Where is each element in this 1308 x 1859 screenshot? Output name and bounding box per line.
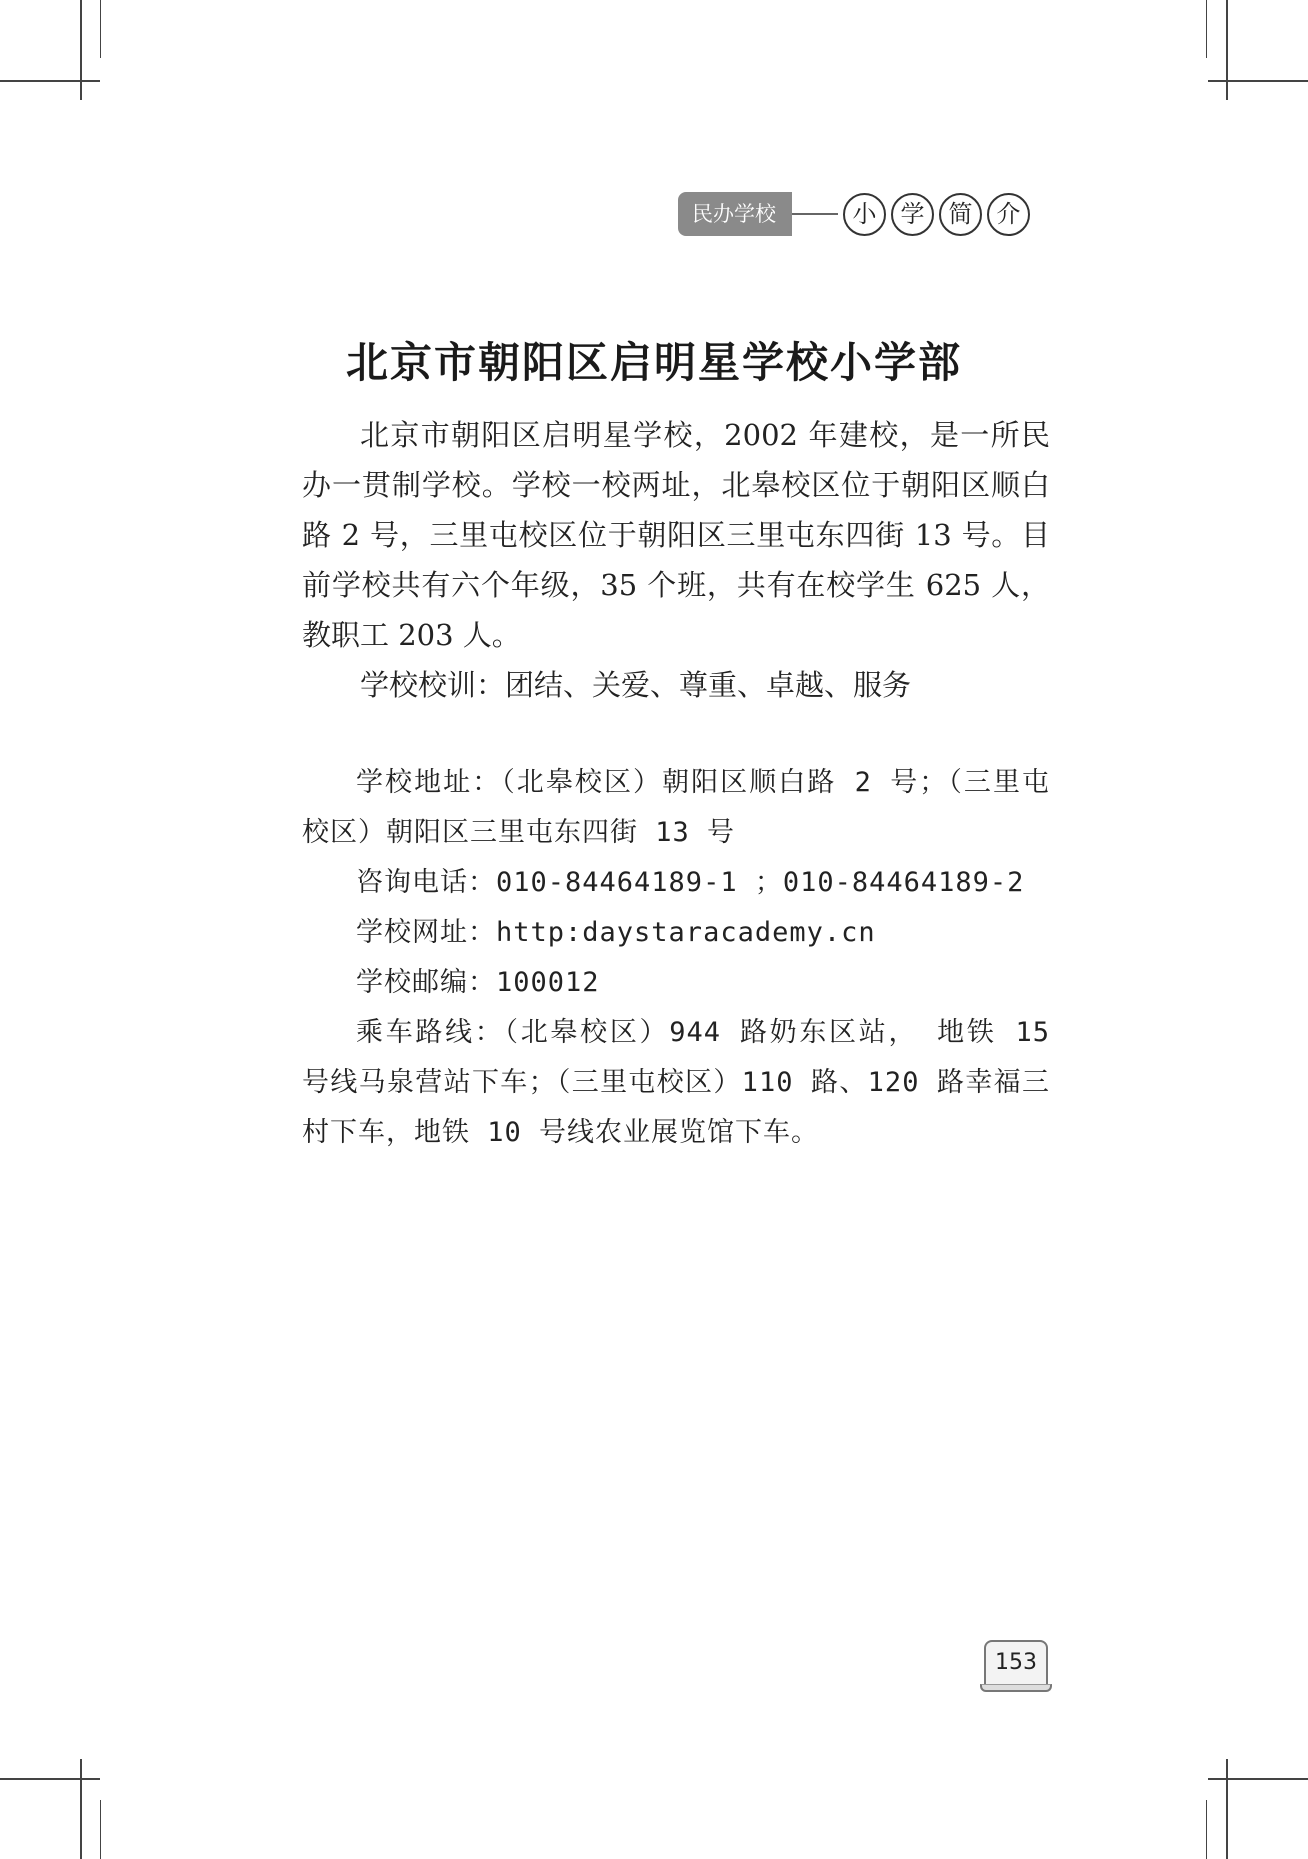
transit-routes: 乘车路线：（北皋校区）944 路奶东区站， 地铁 15 号线马泉营站下车；（三里屯校区）110 路、120 路幸福三村下车，地铁 10 号线农业展览馆下车。: [302, 1017, 1050, 1148]
paragraph-spacer: [302, 710, 1050, 758]
running-header: [678, 190, 1030, 238]
school-address: 学校地址：（北皋校区）朝阳区顺白路 2 号；（三里屯校区）朝阳区三里屯东四街 13 号: [302, 767, 1050, 848]
page-number: 153: [984, 1640, 1048, 1684]
crop-mark: [1206, 1800, 1207, 1859]
crop-mark: [80, 0, 82, 100]
page-number-book-base: [980, 1684, 1052, 1692]
crop-mark: [0, 80, 100, 82]
crop-mark: [22, 80, 23, 81]
category-tab: 民办学校: [678, 192, 792, 236]
crop-mark: [1226, 0, 1228, 100]
intro-paragraph: 北京市朝阳区启明星学校，2002 年建校，是一所民办一贯制学校。学校一校两址，北皋校区位于朝阳区顺白路 2 号，三里屯校区位于朝阳区三里屯东四街 13 号。目前学校共有六个年级，35 个班，共有在校学生 625 人， 教职工 203 人。: [302, 418, 1050, 652]
crop-mark: [100, 0, 101, 58]
school-motto: 学校校训：团结、关爱、尊重、卓越、服务: [360, 668, 912, 702]
section-char: 学: [891, 193, 934, 236]
section-char: 介: [987, 193, 1030, 236]
header-connector-line: [792, 213, 838, 215]
crop-mark: [1208, 80, 1308, 82]
crop-mark: [0, 1778, 100, 1780]
section-char: 简: [939, 193, 982, 236]
consult-phone: 咨询电话：010-84464189-1 ；010-84464189-2: [356, 867, 1025, 898]
crop-mark: [1206, 0, 1207, 58]
school-postcode: 学校邮编：100012: [356, 967, 600, 998]
school-website: 学校网址：http:daystaracademy.cn: [356, 917, 876, 948]
crop-mark: [100, 1800, 101, 1859]
crop-mark: [1226, 1759, 1228, 1859]
crop-mark: [80, 1759, 82, 1859]
crop-mark: [1208, 1778, 1308, 1780]
contact-info: [302, 758, 1050, 1158]
page-title: 北京市朝阳区启明星学校小学部: [345, 338, 962, 387]
article-body: [302, 410, 1050, 1158]
section-char: 小: [843, 193, 886, 236]
